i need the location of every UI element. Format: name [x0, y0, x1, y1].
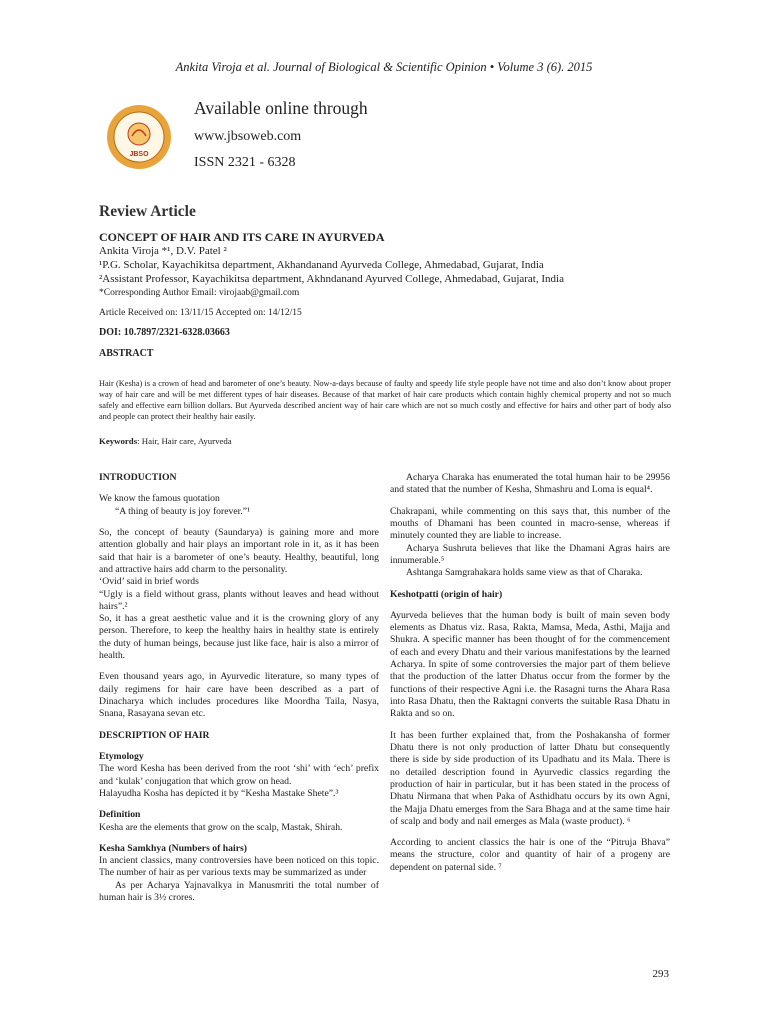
intro-p2d: So, it has a great aesthetic value and it is the crowning glory of any person. Therefore, to keep the healthy hairs in healthy state is entirely the duty of human beings, because just like face, hair is also a mirror of health.: [99, 613, 379, 662]
journal-url-link[interactable]: www.jbsoweb.com: [194, 129, 302, 144]
right-p2: Chakrapani, while commenting on this says that, this number of the mouths of Dhamani has been counted in macro-sense, whereas if minutely counted they are liable to increase.: [390, 505, 670, 542]
right-column: [390, 472, 670, 883]
intro-quote: “A thing of beauty is joy forever.”¹: [115, 505, 250, 517]
samkhya-text-2: As per Acharya Yajnavalkya in Manusmriti the total number of human hair is 3½ crores.: [99, 879, 379, 904]
front-matter: [99, 230, 679, 361]
intro-p3: Even thousand years ago, in Ayurvedic literature, so many types of daily regimens for hair care have been described as a part of Dinacharya which includes procedures like Moordha Taila, Nasya, Snana, Rasayana sevan etc.: [99, 671, 379, 720]
article-type: Review Article: [99, 203, 196, 220]
intro-p2c: “Ugly is a field without grass, plants without leaves and head without hairs”.²: [99, 588, 379, 612]
right-p1: Acharya Charaka has enumerated the total human hair to be 29956 and stated that the number of Kesha, Shmashru and Loma is equal⁴.: [390, 472, 670, 496]
etymology-text-2: Halayudha Kosha has depicted it by “Kesha Mastake Shete”.³: [99, 787, 339, 799]
journal-logo: [106, 104, 172, 170]
intro-p2: So, the concept of beauty (Saundarya) is gaining more and more attention globally and hair plays an important role in it, as it has been said that hair is a barometer of one’s beauty. Healthy, beautiful, long and attractive hairs add charm to the personality.: [99, 526, 379, 575]
keywords-label: Keywords: [99, 436, 138, 446]
intro-p1: We know the famous quotation: [99, 493, 220, 505]
issn-text: ISSN 2321 - 6328: [194, 155, 296, 170]
right-p3: Ayurveda believes that the human body is built of main seven body elements as Dhatus viz. Rasa, Rakta, Mamsa, Meda, Asthi, Majja and Shukra. A specific manner has been thought of for the commencement of each and every Dhatu and their various manifestations by the learned Acharya. In spite of some controversies the major part of them believe that the production of the latter Dhatus occur from the former by the functions of their respective Agni i.e. the Rasagni turns the Ahara Rasa into Rasa Dhatu, then the Raktagni converts the suitable Rasa Dhatu in Rakta and so on.: [390, 609, 670, 720]
etymology-text: The word Kesha has been derived from the root ‘shi’ with ‘ech’ prefix and ‘kulak’ conjugation that which grow on head.: [99, 763, 379, 787]
samkhya-text: In ancient classics, many controversies have been noticed on this topic. The number of hair as per various texts may be summarized as under: [99, 855, 379, 879]
definition-text: Kesha are the elements that grow on the scalp, Mastak, Shirah.: [99, 821, 343, 833]
authors: Ankita Viroja *¹, D.V. Patel ²: [99, 245, 227, 258]
logo-text: JBSO: [129, 151, 149, 158]
keywords-text: : Hair, Hair care, Ayurveda: [137, 436, 232, 446]
etymology-heading: Etymology: [99, 750, 144, 762]
intro-p2b: ‘Ovid’ said in brief words: [99, 576, 199, 588]
right-p5: According to ancient classics the hair is one of the “Pitruja Bhava” means the structure, color and quantity of hair of a progeny are dependent on paternal side. ⁷: [390, 837, 670, 873]
article-title: CONCEPT OF HAIR AND ITS CARE IN AYURVEDA: [99, 230, 385, 244]
received-dates: Article Received on: 13/11/15 Accepted on: 14/12/15: [99, 308, 302, 319]
right-p4: It has been further explained that, from the Poshakansha of former Dhatu there is not only production of latter Dhatu but consequently there is side by side production of its Upadhatu and its Mala. There is no detailed description found in Ayurvedic classics regarding the production of hair in particular, but it has been stated in the process of Dhatu Nirmana that when Paka of Asthidhatu occurs by its own Agni, the Majja Dhatu emerges from the Sara Bhaga and at the same time hair of scalp and body and nail emerges as Mala (waste product). ⁶: [390, 729, 670, 827]
description-heading: DESCRIPTION OF HAIR: [99, 729, 210, 741]
right-p2b: Acharya Sushruta believes that like the Dhamani Agras hairs are innumerable.⁵: [390, 542, 670, 566]
doi: DOI: 10.7897/2321-6328.03663: [99, 327, 230, 339]
introduction-heading: INTRODUCTION: [99, 472, 177, 483]
abstract-heading: ABSTRACT: [99, 347, 154, 359]
running-header: Ankita Viroja et al. Journal of Biological & Scientific Opinion • Volume 3 (6). 2015: [175, 60, 593, 74]
samkhya-heading: Kesha Samkhya (Numbers of hairs): [99, 842, 248, 854]
affiliation-2: ²Assistant Professor, Kayachikitsa department, Akhndanand Ayurved College, Ahmedabad, Gujarat, India: [99, 273, 564, 286]
availability-block: [194, 98, 368, 171]
left-column: [99, 472, 379, 913]
page-number: 293: [652, 968, 669, 980]
keshotpatti-heading: Keshotpatti (origin of hair): [390, 588, 503, 600]
definition-heading: Definition: [99, 809, 141, 821]
keywords: [99, 436, 232, 446]
corresponding-email: *Corresponding Author Email: virojaab@gmail.com: [99, 288, 300, 299]
available-online-text: Available online through: [194, 98, 368, 118]
right-p2c: Ashtanga Samgrahakara holds same view as that of Charaka.: [406, 567, 643, 579]
affiliation-1: ¹P.G. Scholar, Kayachikitsa department, Akhandanand Ayurveda College, Ahmedabad, Gujarat, India: [99, 259, 544, 272]
abstract-text: Hair (Kesha) is a crown of head and barometer of one’s beauty. Now-a-days because of faulty and speedy life style people have not time and also don’t know about proper way of hair care and will be met different types of hair diseases. Because of that market of hair care products which contain highly chemical property and not so much safely and effective earn billion dollars. But Ayurveda described ancient way of hair care which are not so much costly and effective for hairs and other part of body also and people can protect their healthy hair easily.: [99, 379, 671, 422]
